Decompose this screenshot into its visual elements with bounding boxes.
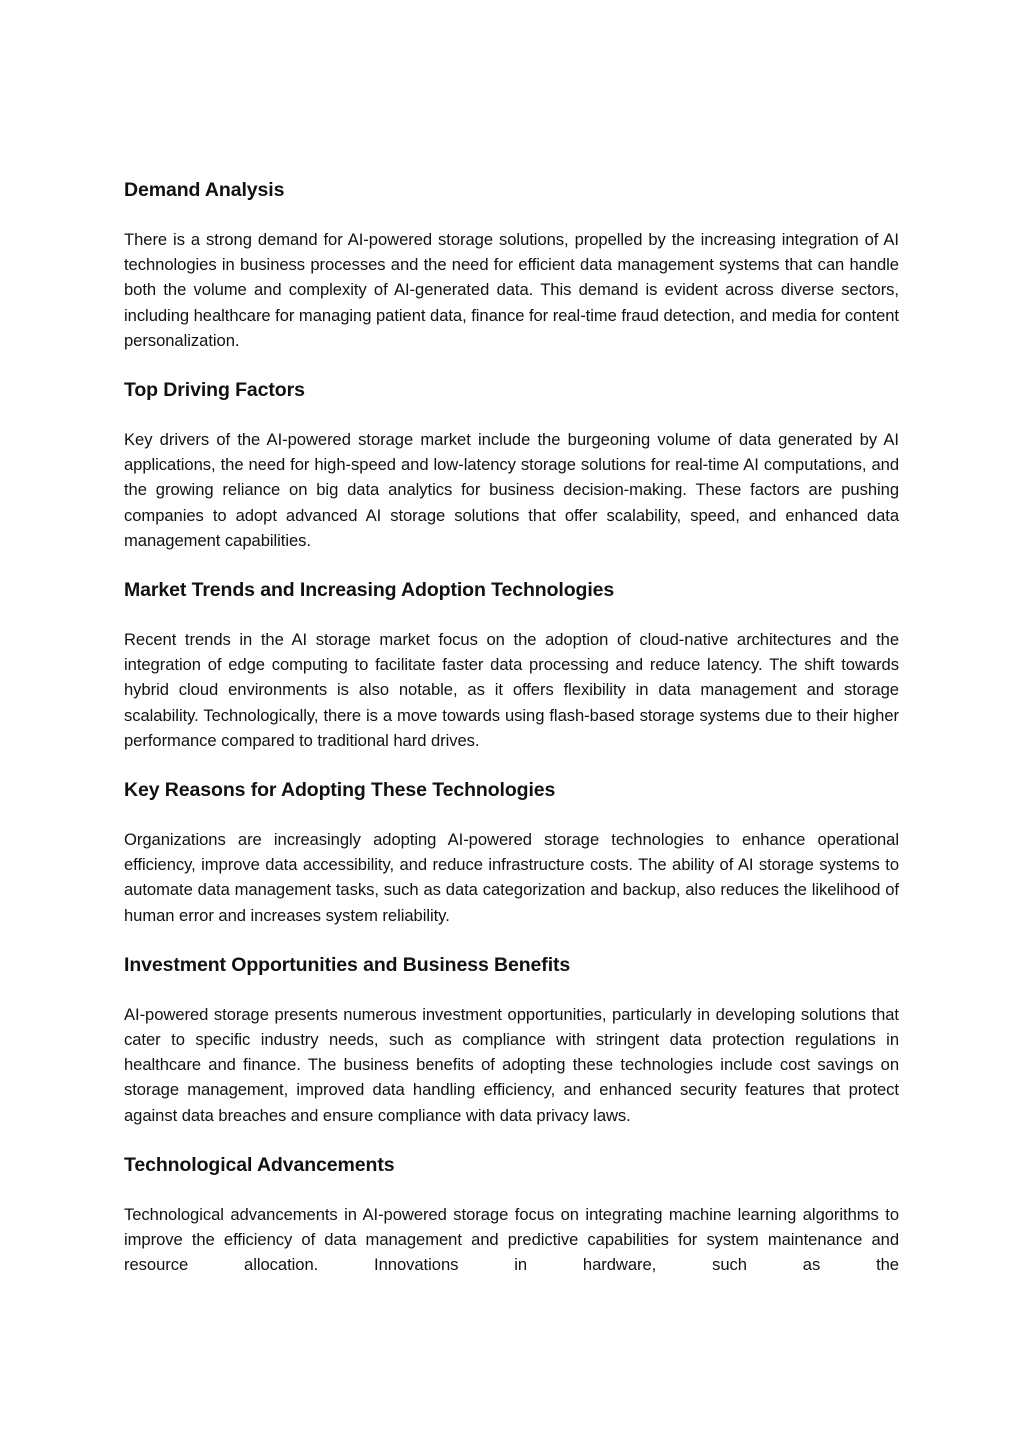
section-paragraph: Organizations are increasingly adopting AI-powered storage technologies to enhance operational efficiency, improve data accessibility, and reduce infrastructure costs. The ability of AI storage systems to automate data management tasks, such as data categorization and backup, also reduces the likelihood of human error and increases system reliability.	[124, 830, 899, 925]
section-market-trends	[124, 576, 899, 753]
section-heading: Demand Analysis	[124, 179, 285, 201]
section-heading: Top Driving Factors	[124, 379, 305, 402]
section-top-driving-factors	[124, 376, 899, 553]
section-technological-advancements	[124, 1151, 899, 1278]
document-body	[124, 176, 899, 1300]
section-paragraph: AI-powered storage presents numerous investment opportunities, particularly in developing solutions that cater to specific industry needs, such as compliance with stringent data protection regulations in healthcare and finance. The business benefits of adopting these technologies include cost savings on storage management, improved data handling efficiency, and enhanced security features that protect against data breaches and ensure compliance with data privacy laws.	[124, 1004, 899, 1125]
section-paragraph: Technological advancements in AI-powered storage focus on integrating machine learning algorithms to improve the efficiency of data management and predictive capabilities for system maintenance and resource allocation. Innovations in hardware, such as the	[124, 1204, 899, 1275]
section-heading: Key Reasons for Adopting These Technologies	[124, 779, 556, 802]
section-heading: Investment Opportunities and Business Benefits	[124, 953, 571, 976]
section-paragraph: Recent trends in the AI storage market focus on the adoption of cloud-native architectures and the integration of edge computing to facilitate faster data processing and reduce latency. The shift towards hybrid cloud environments is also notable, as it offers flexibility in data management and storage scalability. Technologically, there is a move towards using flash-based storage systems due to their higher performance compared to traditional hard drives.	[124, 630, 899, 750]
section-key-reasons	[124, 776, 899, 928]
section-demand-analysis	[124, 176, 899, 353]
section-paragraph: Key drivers of the AI-powered storage market include the burgeoning volume of data generated by AI applications, the need for high-speed and low-latency storage solutions for real-time AI computations, and the growing reliance on big data analytics for business decision-making. These factors are pushing companies to adopt advanced AI storage solutions that offer scalability, speed, and enhanced data management capabilities.	[124, 430, 899, 550]
section-investment-opportunities	[124, 951, 899, 1128]
section-heading: Market Trends and Increasing Adoption Technologies	[124, 579, 615, 602]
section-paragraph: There is a strong demand for AI-powered storage solutions, propelled by the increasing integration of AI technologies in business processes and the need for efficient data management systems that can handle both the volume and complexity of AI-generated data. This demand is evident across diverse sectors, including healthcare for managing patient data, finance for real-time fraud detection, and media for content personalization.	[124, 230, 899, 350]
section-heading: Technological Advancements	[124, 1153, 395, 1176]
